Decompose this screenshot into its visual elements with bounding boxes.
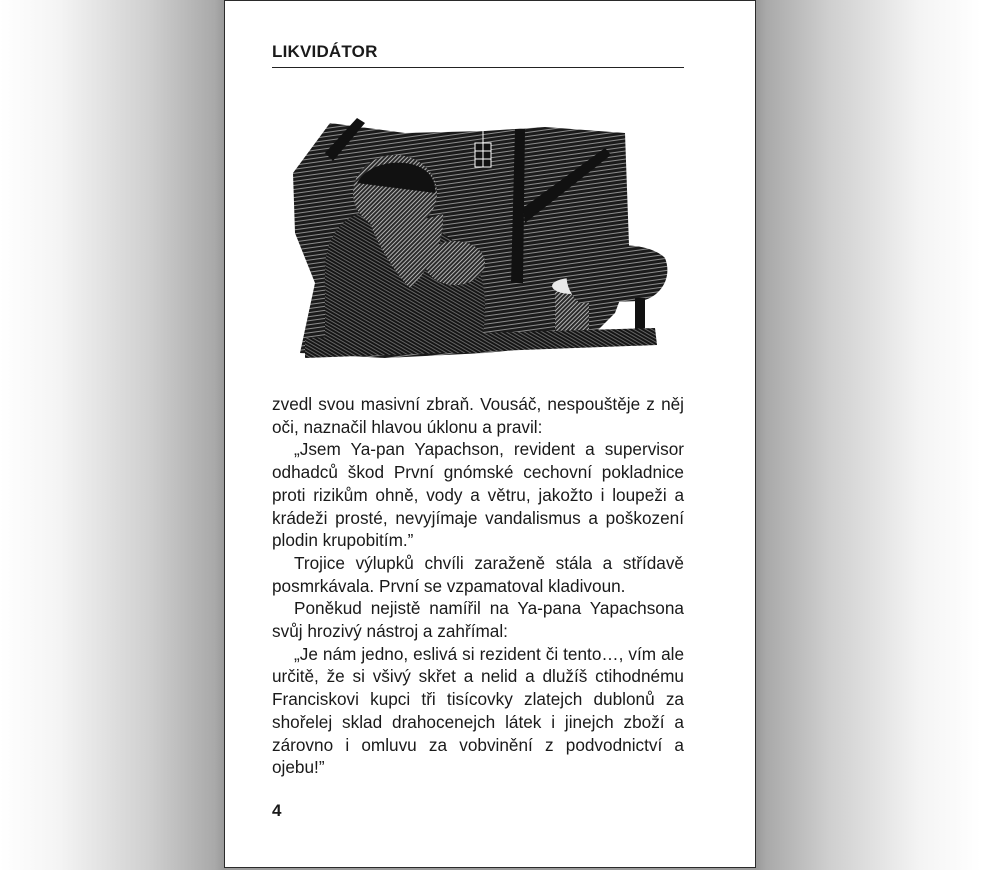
paragraph: Trojice výlupků chvíli zaraženě stála a střídavě posmrkávala. První se vzpamatoval kladivoun.	[272, 552, 684, 596]
paragraph: „Je nám jedno, eslivá si rezident či tento…, vím ale určitě, že si všivý skřet a nelid a dlužíš ctihodnému Franciskovi kupci tři tisícovky zlatejch dublonů za shořelej sklad drahocenejch látek i jinejch zboží a zárovno i omluvu za vobvinění z podvodnictví a ojebu!”	[272, 643, 684, 778]
running-header: LIKVIDÁTOR	[272, 42, 684, 68]
book-page	[224, 0, 756, 868]
page-number: 4	[272, 801, 282, 820]
body-text	[272, 393, 684, 779]
dwarf-illustration	[285, 113, 672, 363]
paragraph: „Jsem Ya-pan Yapachson, revident a supervisor odhadců škod První gnómské cechovní pokladnice proti rizikům ohně, vody a větru, jakožto i loupeži a krádeži prosté, nevyjímaje vandalismus a poškození plodin krupobitím.”	[272, 439, 684, 551]
paragraph: zvedl svou masivní zbraň. Vousáč, nespouštěje z něj oči, naznačil hlavou úklonu a pravil:	[272, 394, 684, 437]
paragraph: Poněkud nejistě namířil na Ya-pana Yapachsona svůj hrozivý nástroj a zahřímal:	[272, 598, 684, 642]
